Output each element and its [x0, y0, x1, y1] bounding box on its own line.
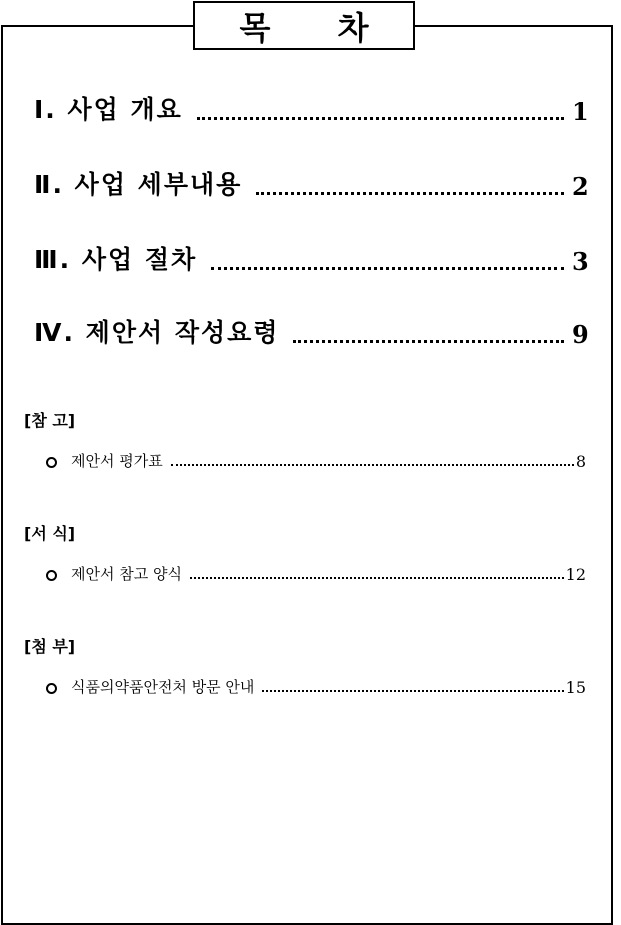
toc-entry[interactable]	[34, 242, 589, 276]
toc-entry-page: 9	[572, 320, 589, 349]
toc-entry-page: 2	[572, 172, 589, 201]
toc-sub-entry-page: 15	[565, 678, 586, 697]
toc-entry[interactable]	[34, 92, 589, 126]
dot-leader	[190, 577, 564, 579]
toc-sub-entry-page: 12	[565, 565, 586, 584]
circle-bullet-icon	[46, 570, 57, 581]
toc-entry-page: 3	[572, 247, 589, 276]
toc-entry[interactable]	[34, 315, 589, 349]
dot-leader	[197, 117, 564, 120]
toc-sub-entry[interactable]	[46, 449, 586, 471]
toc-sub-entry[interactable]	[46, 675, 586, 697]
toc-entry-page: 1	[572, 97, 589, 126]
circle-bullet-icon	[46, 683, 57, 694]
toc-entry[interactable]	[34, 167, 589, 201]
toc-sub-entry-label: 제안서 참고 양식	[71, 565, 182, 583]
toc-entry-label: Ⅲ. 사업 절차	[34, 245, 198, 274]
dot-leader	[262, 690, 563, 692]
dot-leader	[293, 340, 564, 343]
dot-leader	[256, 192, 564, 195]
toc-title: 목 차	[193, 1, 415, 50]
toc-sub-entry[interactable]	[46, 562, 586, 584]
dot-leader	[171, 464, 574, 466]
section-heading: [참 고]	[24, 411, 76, 430]
section-heading: [첨 부]	[24, 637, 76, 656]
section-heading: [서 식]	[24, 524, 76, 543]
toc-sub-entry-page: 8	[575, 452, 586, 471]
toc-sub-entry-label: 제안서 평가표	[71, 452, 163, 470]
toc-sub-entry-label: 식품의약품안전처 방문 안내	[71, 678, 255, 696]
page-frame	[1, 25, 613, 925]
dot-leader	[211, 267, 564, 270]
toc-entry-label: Ⅱ. 사업 세부내용	[34, 170, 243, 199]
toc-entry-label: Ⅰ. 사업 개요	[34, 95, 183, 124]
toc-entry-label: Ⅳ. 제안서 작성요령	[34, 318, 280, 347]
circle-bullet-icon	[46, 457, 57, 468]
